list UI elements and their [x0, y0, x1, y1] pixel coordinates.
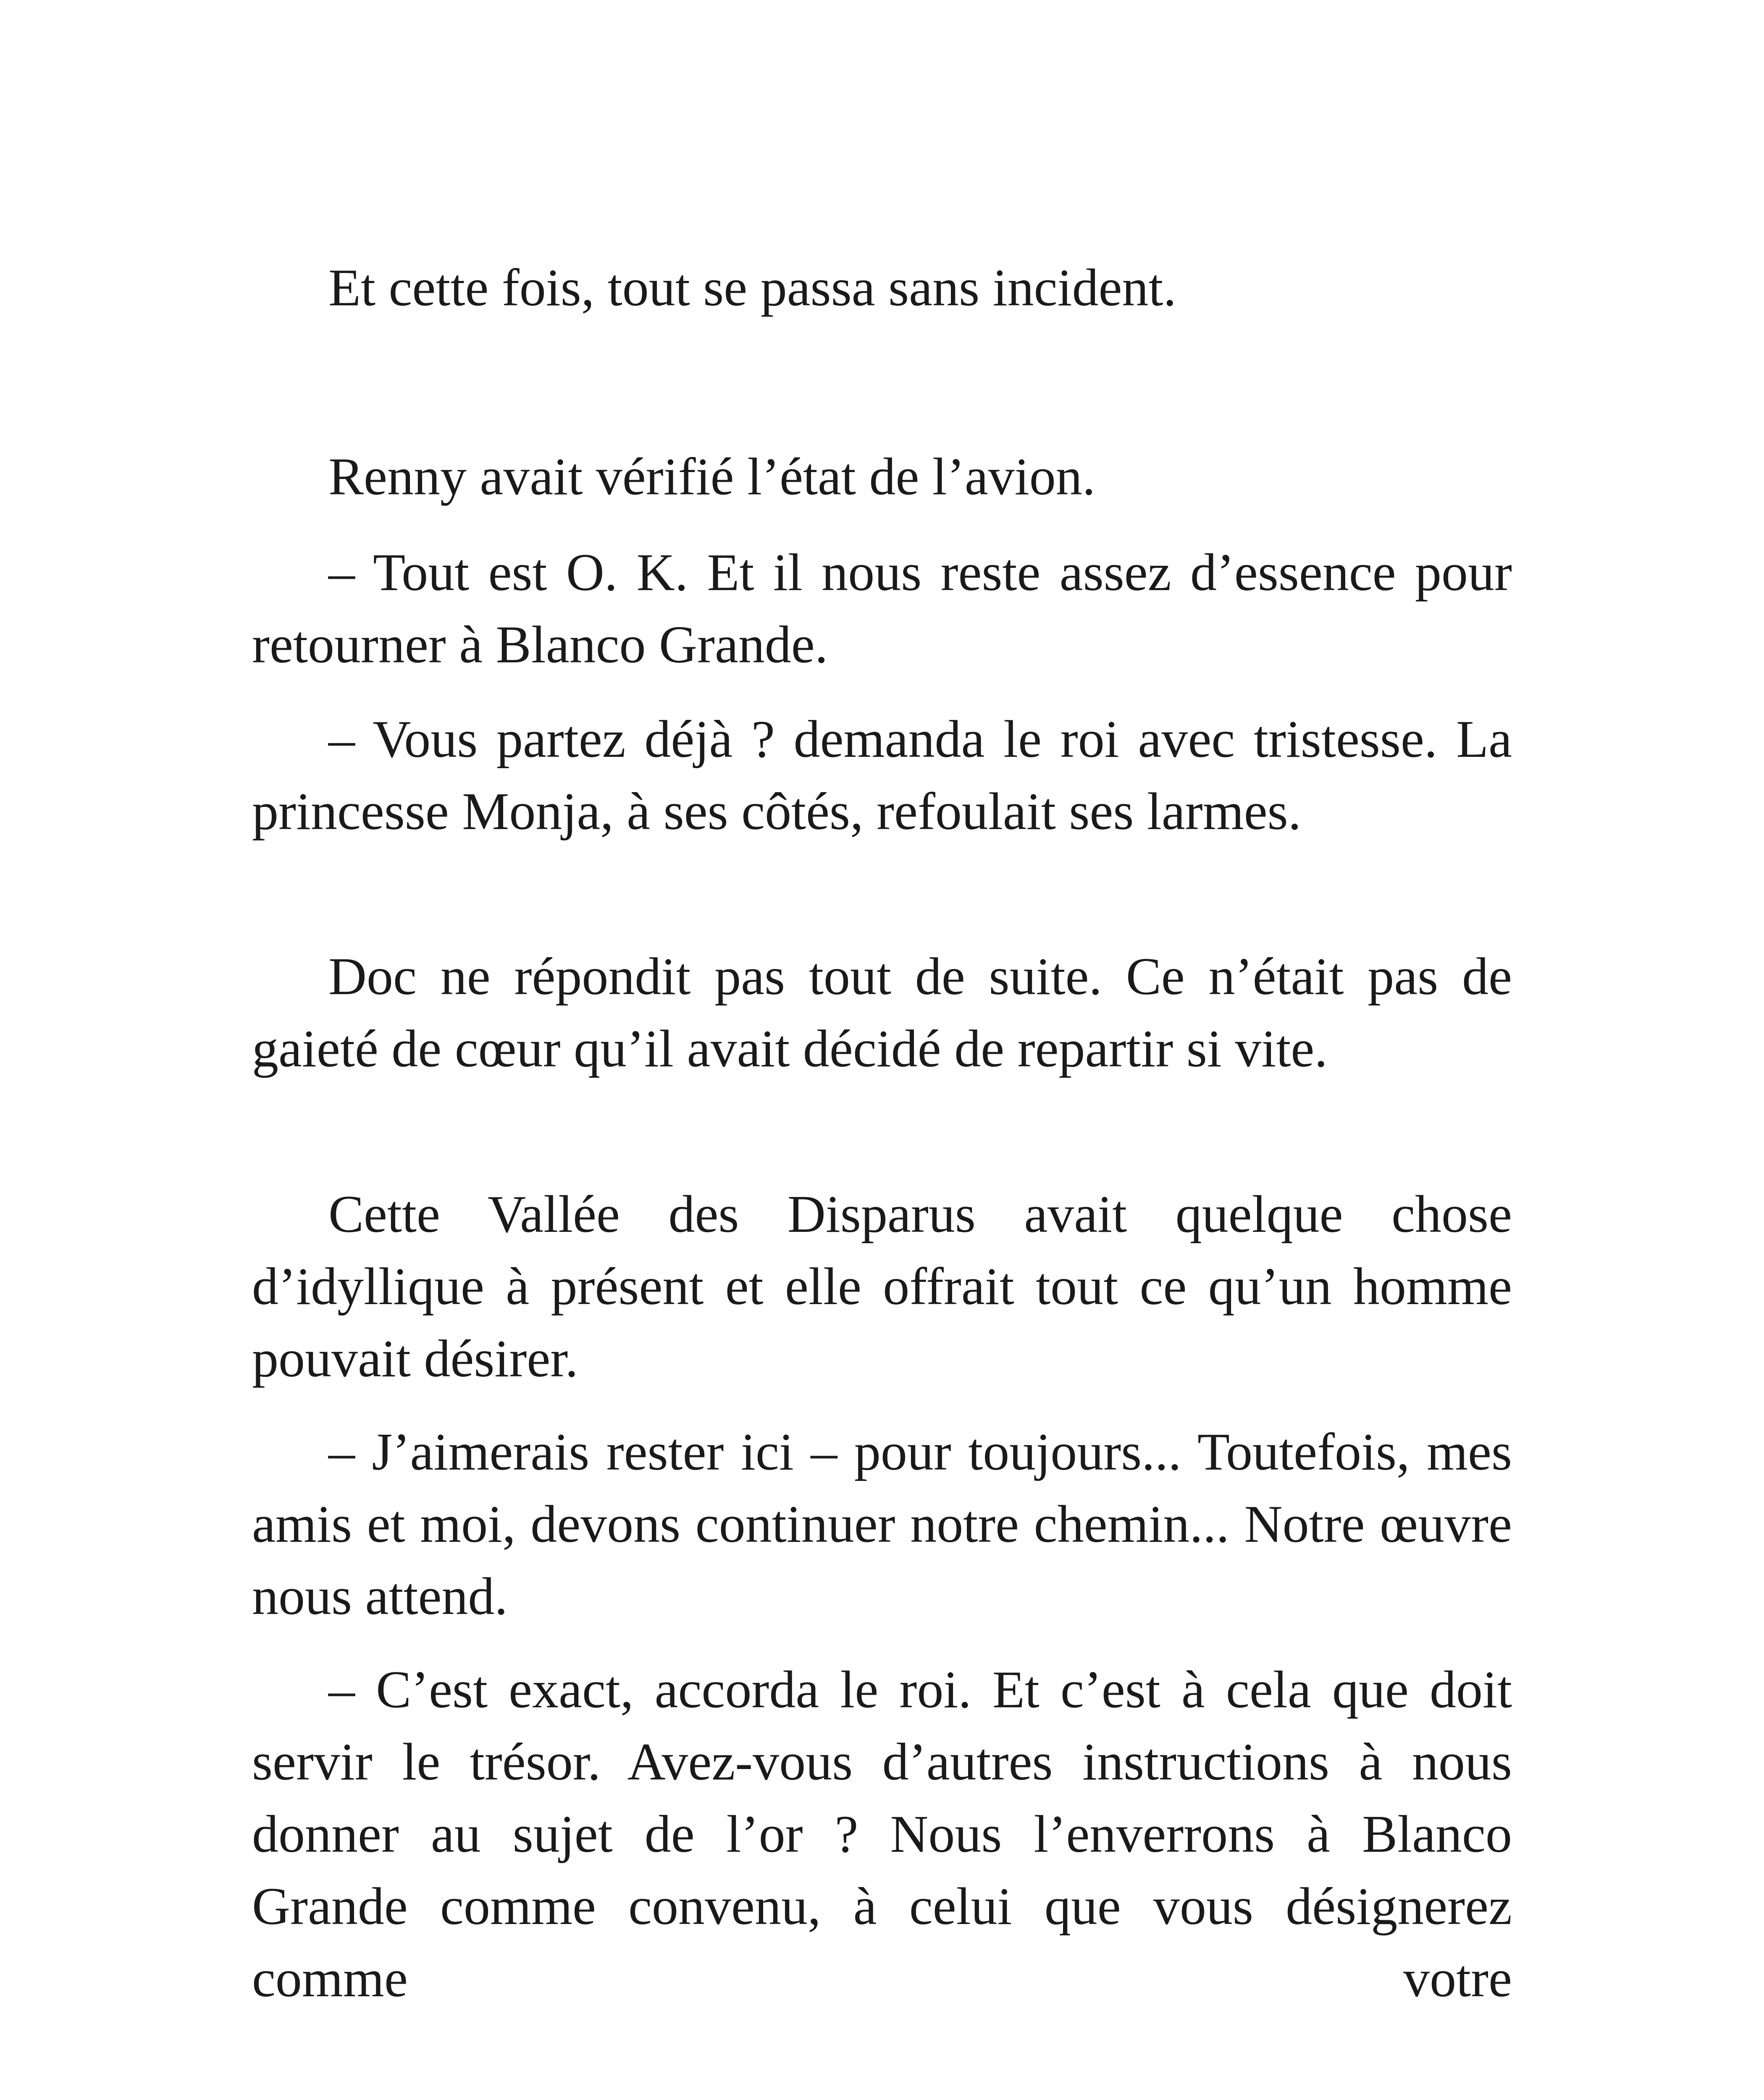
paragraph-7: – J’aimerais rester ici – pour toujours... Toutefois, mes amis et moi, devons continuer notre chemin... Notre œuvre nous attend. — [252, 1423, 1512, 1626]
paragraph-3: – Tout est O. K. Et il nous reste assez d’essence pour retourner à Blanco Grande. — [252, 543, 1512, 674]
paragraph-8: – C’est exact, accorda le roi. Et c’est à cela que doit servir le trésor. Avez-vous d’autres instructions à nous donner au sujet de l’or ? Nous l’enverrons à Blanco Grande comme convenu, à celui que vous désignerez comme votre — [252, 1661, 1512, 2008]
paragraph-6: Cette Vallée des Disparus avait quelque chose d’idyllique à présent et elle offrait tout ce qu’un homme pouvait désirer. — [252, 1185, 1512, 1388]
paragraph-1: Et cette fois, tout se passa sans incident. — [328, 259, 1177, 317]
paragraph-5: Doc ne répondit pas tout de suite. Ce n’était pas de gaieté de cœur qu’il avait décidé de repartir si vite. — [252, 948, 1512, 1078]
paragraph-4: – Vous partez déjà ? demanda le roi avec tristesse. La princesse Monja, à ses côtés, refoulait ses larmes. — [252, 710, 1512, 841]
paragraph-2: Renny avait vérifié l’état de l’avion. — [328, 448, 1096, 506]
